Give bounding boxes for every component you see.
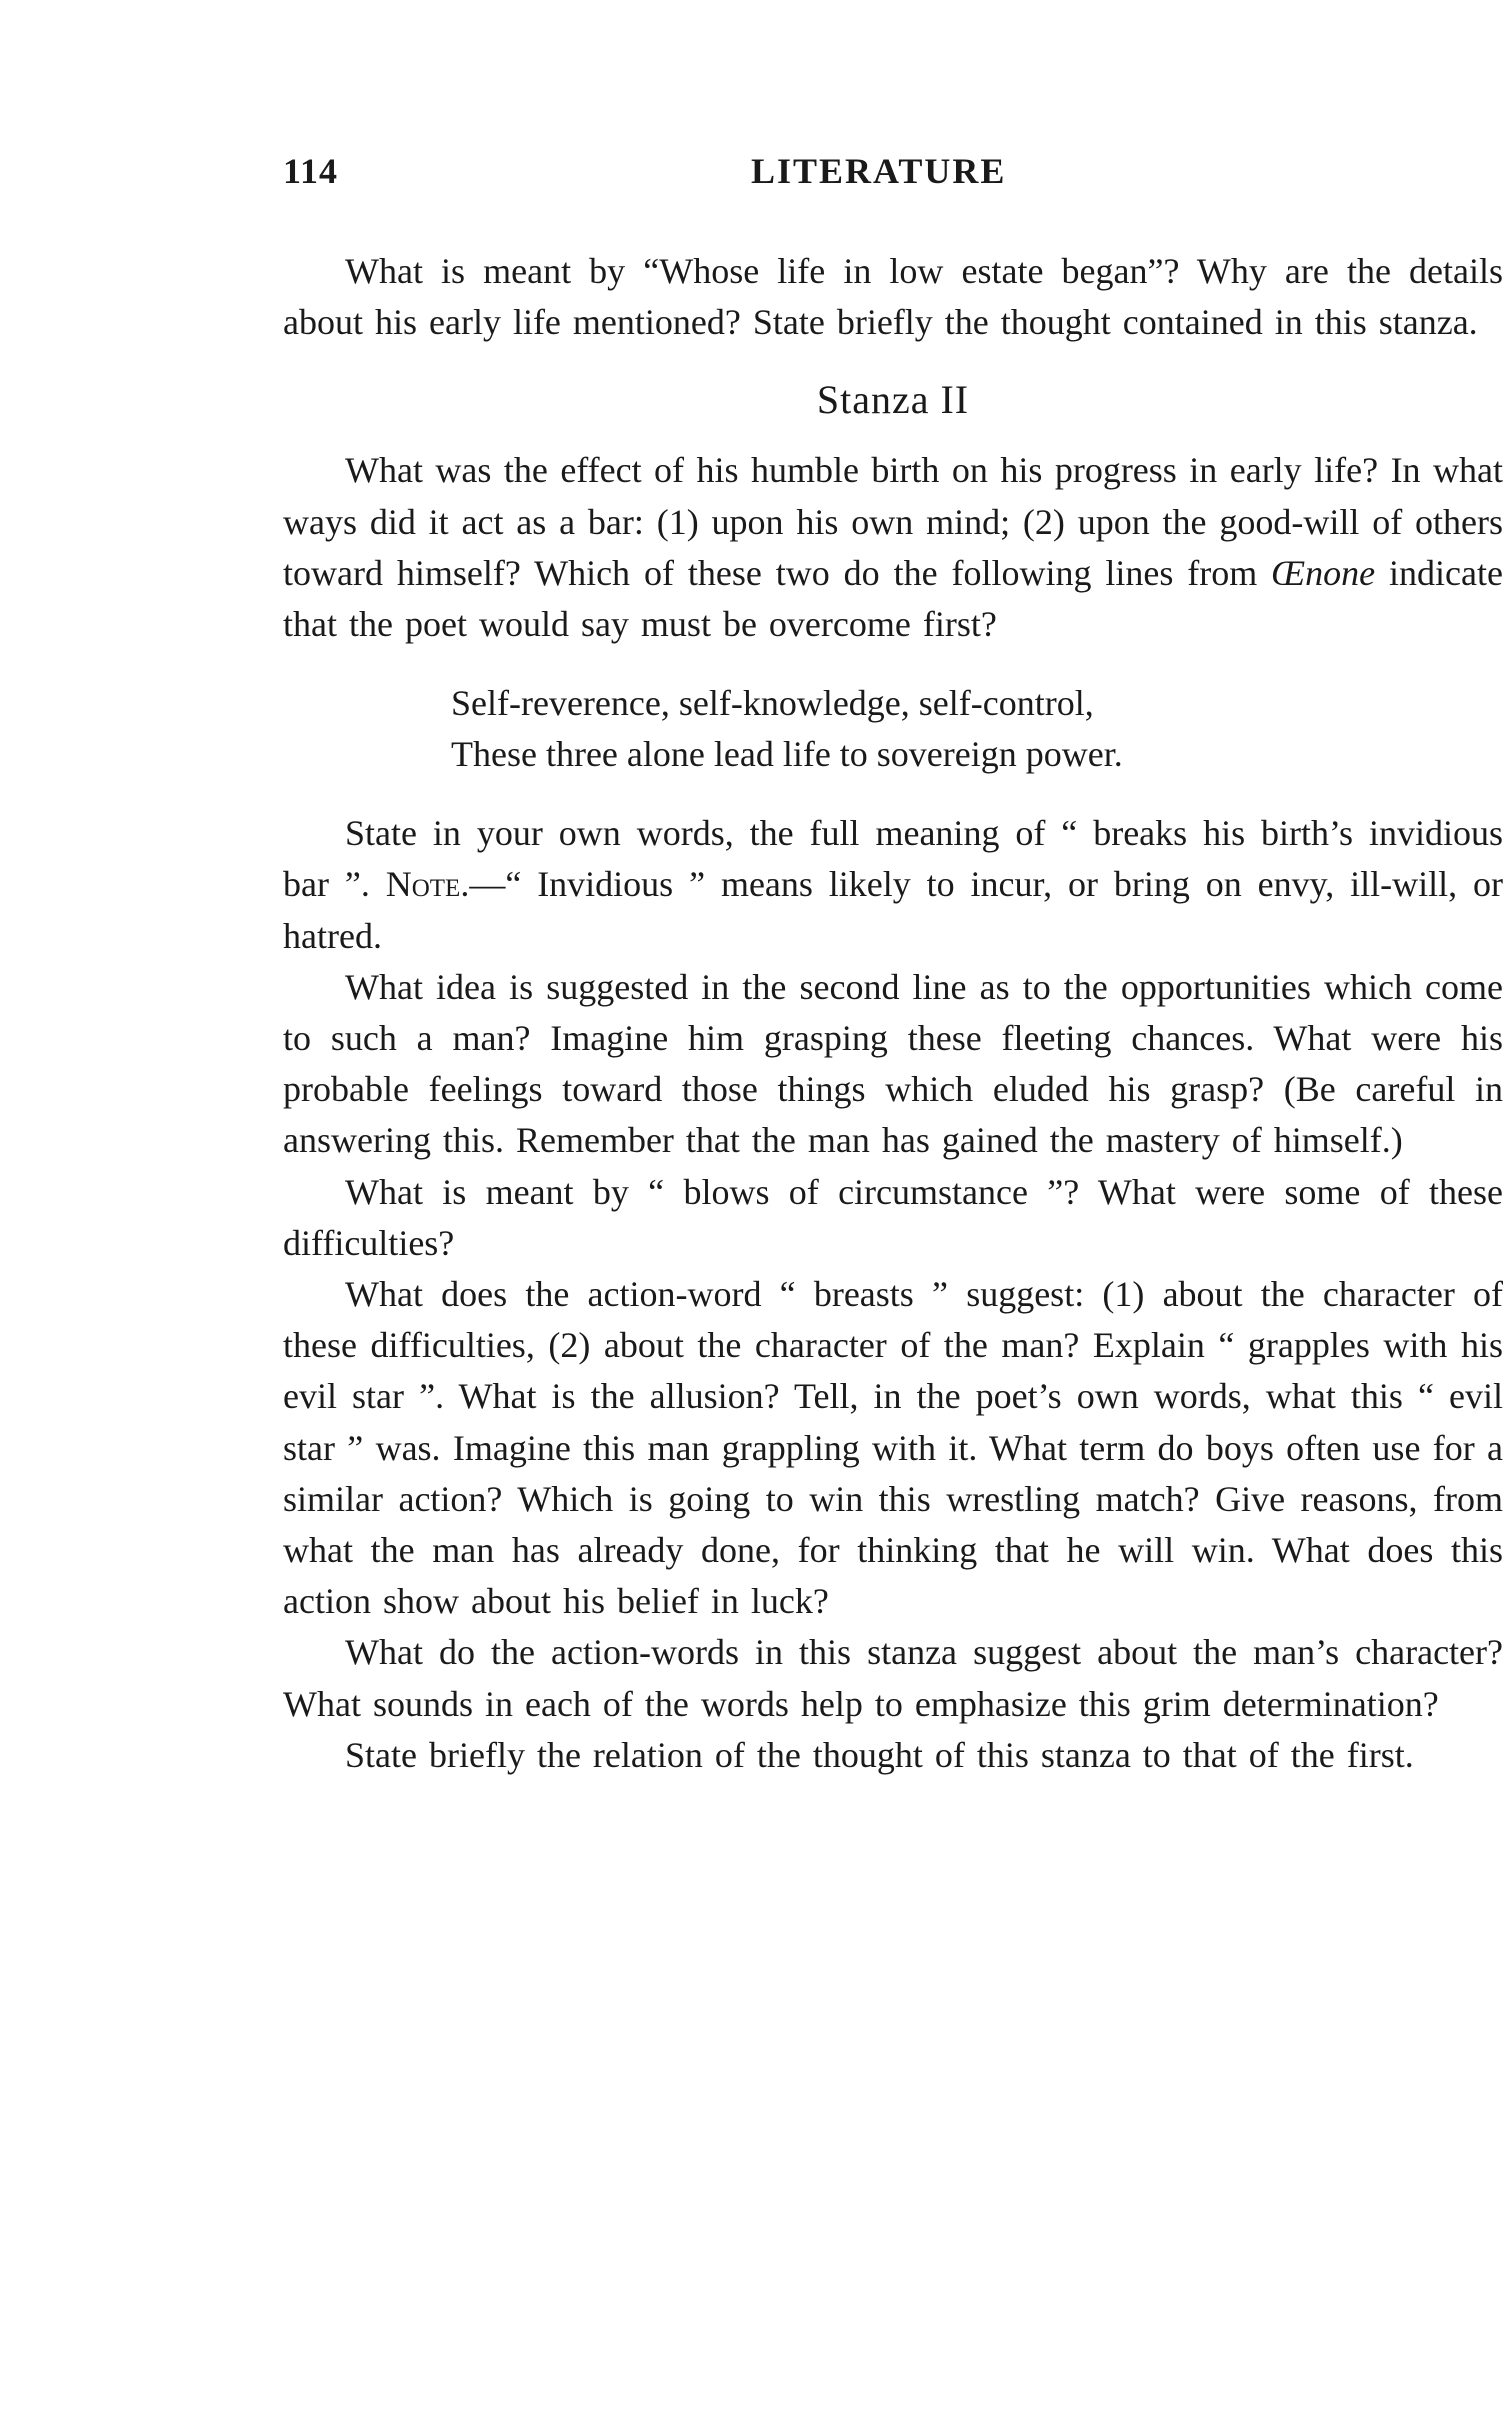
paragraph-evil-star: What does the action-word “ breasts ” suggest: (1) about the character of these difficulties, (2) about the character of the man? Explain “ grapples with his evil star ”. What is the allusion? Tell, in the poet’s own words, what this “ evil star ” was. Imagine this man grappling with it. What term do boys often use for a similar action? Which is going to win this wrestling match? Give reasons, from what the man has already done, for thinking that he will win. What does this action show about his belief in luck? (283, 1274, 1503, 1622)
section-heading: Stanza II (816, 377, 970, 423)
paragraph-text: State in your own words, the full meaning of “ breaks his birth’s invidious bar ”. (283, 813, 1503, 905)
intro-paragraph: What is meant by “Whose life in low estate began”? Why are the details about his early life mentioned? State briefly the thought contained in this stanza. (283, 251, 1503, 343)
paragraph-text: indicate that the poet would say must be overcome first? (283, 552, 1503, 645)
running-header (283, 150, 1503, 206)
paragraph-humble-birth (283, 445, 1503, 650)
paragraph-text: What was the effect of his humble birth on his progress in early life? In what ways did it act as a bar: (1) upon his own mind; (2) upon the good-will of others toward himself? Which of these two do the following lines from (283, 450, 1503, 593)
running-title: LITERATURE (751, 151, 1007, 191)
paragraph-opportunities: What idea is suggested in the second line as to the opportunities which come to such a man? Imagine him grasping these fleeting chances. What were his probable feelings toward those things which eluded his grasp? (Be careful in answering this. Remember that the man has gained the mastery of himself.) (283, 966, 1503, 1161)
book-page (283, 150, 1503, 1781)
paragraph-action-words: What do the action-words in this stanza suggest about the man’s character? What sounds in each of the words help to emphasize this grim determination? (283, 1632, 1503, 1724)
page-number: 114 (283, 151, 339, 191)
paragraph-invidious-bar (283, 808, 1503, 962)
poem-title: Œnone (1271, 552, 1376, 593)
paragraph-relation: State briefly the relation of the thought of this stanza to that of the first. (345, 1734, 1414, 1775)
verse-line: These three alone lead life to sovereign power. (451, 734, 1123, 775)
paragraph-blows-of-circumstance: What is meant by “ blows of circumstance ”? What were some of these difficulties? (283, 1171, 1503, 1263)
paragraph-text: —“ Invidious ” means likely to incur, or bring on envy, ill-will, or hatred. (283, 864, 1503, 956)
verse-quotation (451, 678, 1503, 780)
verse-line: Self-reverence, self-knowledge, self-control, (451, 683, 1094, 724)
note-label: Note. (385, 864, 470, 905)
